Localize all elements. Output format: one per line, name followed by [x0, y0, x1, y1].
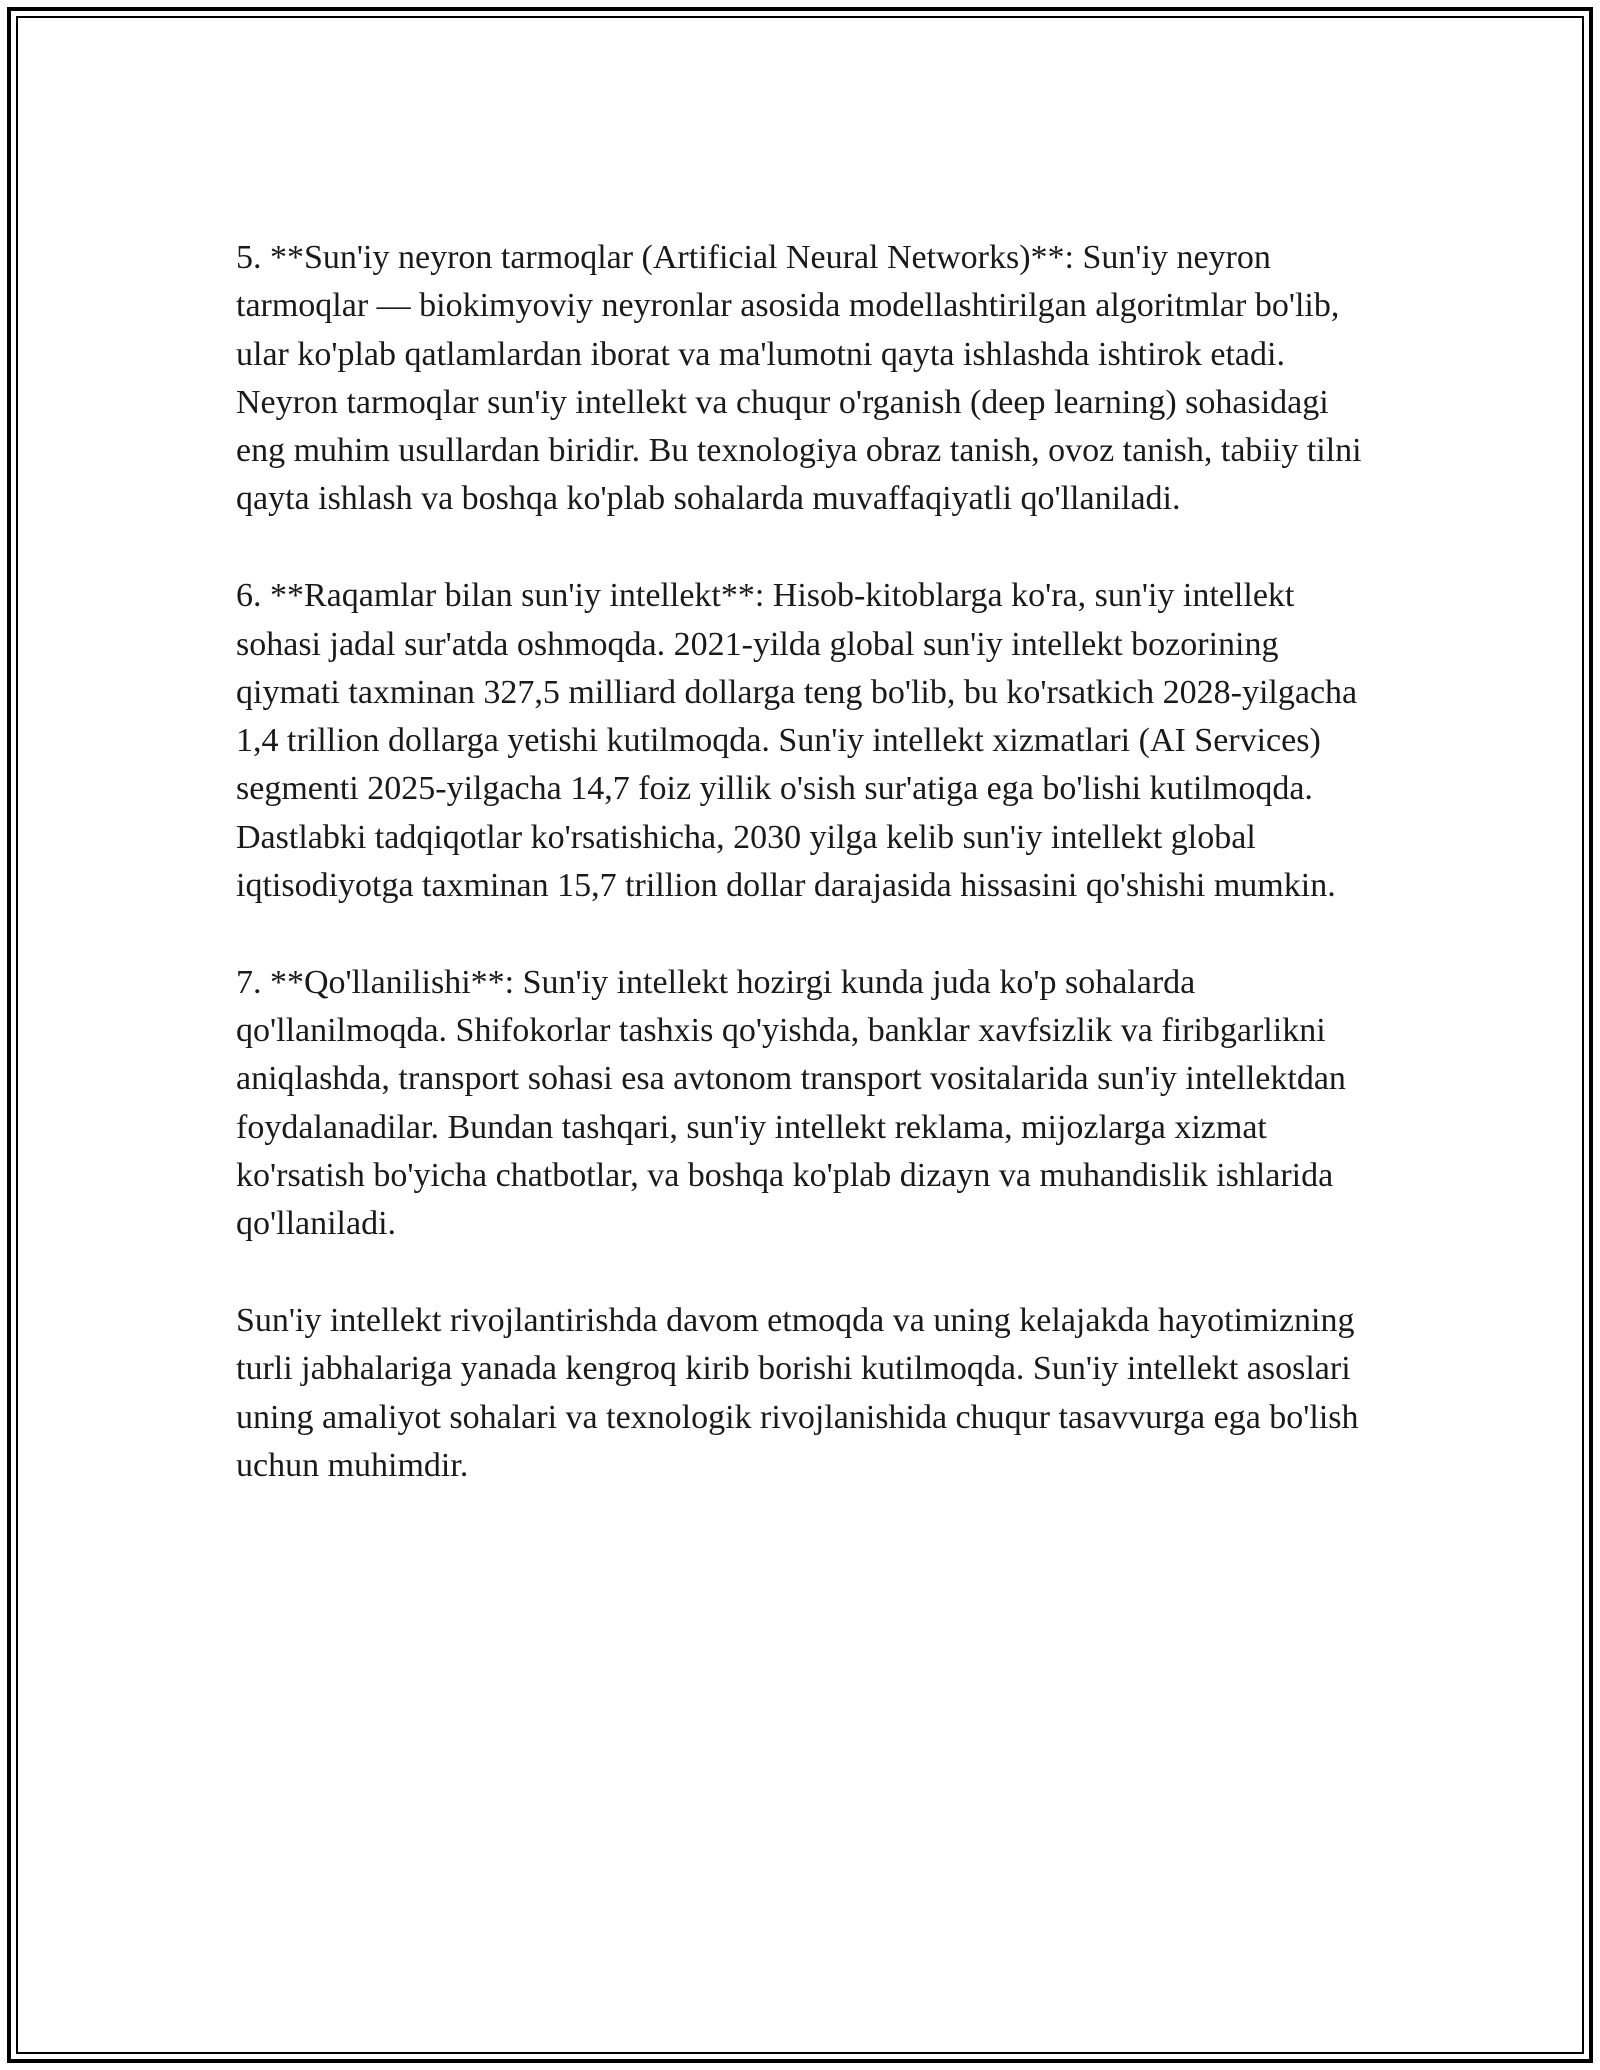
- paragraph-applications: 7. **Qo'llanilishi**: Sun'iy intellekt hozirgi kunda juda ko'p sohalarda qo'llanilmoqda. Shifokorlar tashxis qo'yishda, banklar xavfsizlik va firibgarlikni aniqlashda, transport sohasi esa avtonom transport vositalarida sun'iy intellektdan foydalanadilar. Bundan tashqari, sun'iy intellekt reklama, mijozlarga xizmat ko'rsatish bo'yicha chatbotlar, va boshqa ko'plab dizayn va muhandislik ishlarida qo'llaniladi.: [236, 963, 1346, 1243]
- document-body: [236, 234, 1366, 1490]
- paragraph-conclusion: Sun'iy intellekt rivojlantirishda davom etmoqda va uning kelajakda hayotimizning turli jabhalariga yanada kengroq kirib borishi kutilmoqda. Sun'iy intellekt asoslari uning amaliyot sohalari va texnologik rivojlanishida chuqur tasavvurga ega bo'lish uchun muhimdir.: [236, 1302, 1359, 1485]
- paragraph-neural-networks: 5. **Sun'iy neyron tarmoqlar (Artificial Neural Networks)**: Sun'iy neyron tarmoqlar — biokimyoviy neyronlar asosida modellashtirilgan algoritmlar bo'lib, ular ko'plab qatlamlardan iborat va ma'lumotni qayta ishlashda ishtirok etadi. Neyron tarmoqlar sun'iy intellekt va chuqur o'rganish (deep learning) sohasidagi eng muhim usullardan biridir. Bu texnologiya obraz tanish, ovoz tanish, tabiiy tilni qayta ishlash va boshqa ko'plab sohalarda muvaffaqiyatli qo'llaniladi.: [236, 239, 1362, 518]
- paragraph-ai-in-numbers: 6. **Raqamlar bilan sun'iy intellekt**: Hisob-kitoblarga ko'ra, sun'iy intellekt sohasi jadal sur'atda oshmoqda. 2021-yilda global sun'iy intellekt bozorining qiymati taxminan 327,5 milliard dollarga teng bo'lib, bu ko'rsatkich 2028-yilgacha 1,4 trillion dollarga yetishi kutilmoqda. Sun'iy intellekt xizmatlari (AI Services) segmenti 2025-yilgacha 14,7 foiz yillik o'sish sur'atiga ega bo'lishi kutilmoqda. Dastlabki tadqiqotlar ko'rsatishicha, 2030 yilga kelib sun'iy intellekt global iqtisodiyotga taxminan 15,7 trillion dollar darajasida hissasini qo'shishi mumkin.: [236, 577, 1358, 905]
